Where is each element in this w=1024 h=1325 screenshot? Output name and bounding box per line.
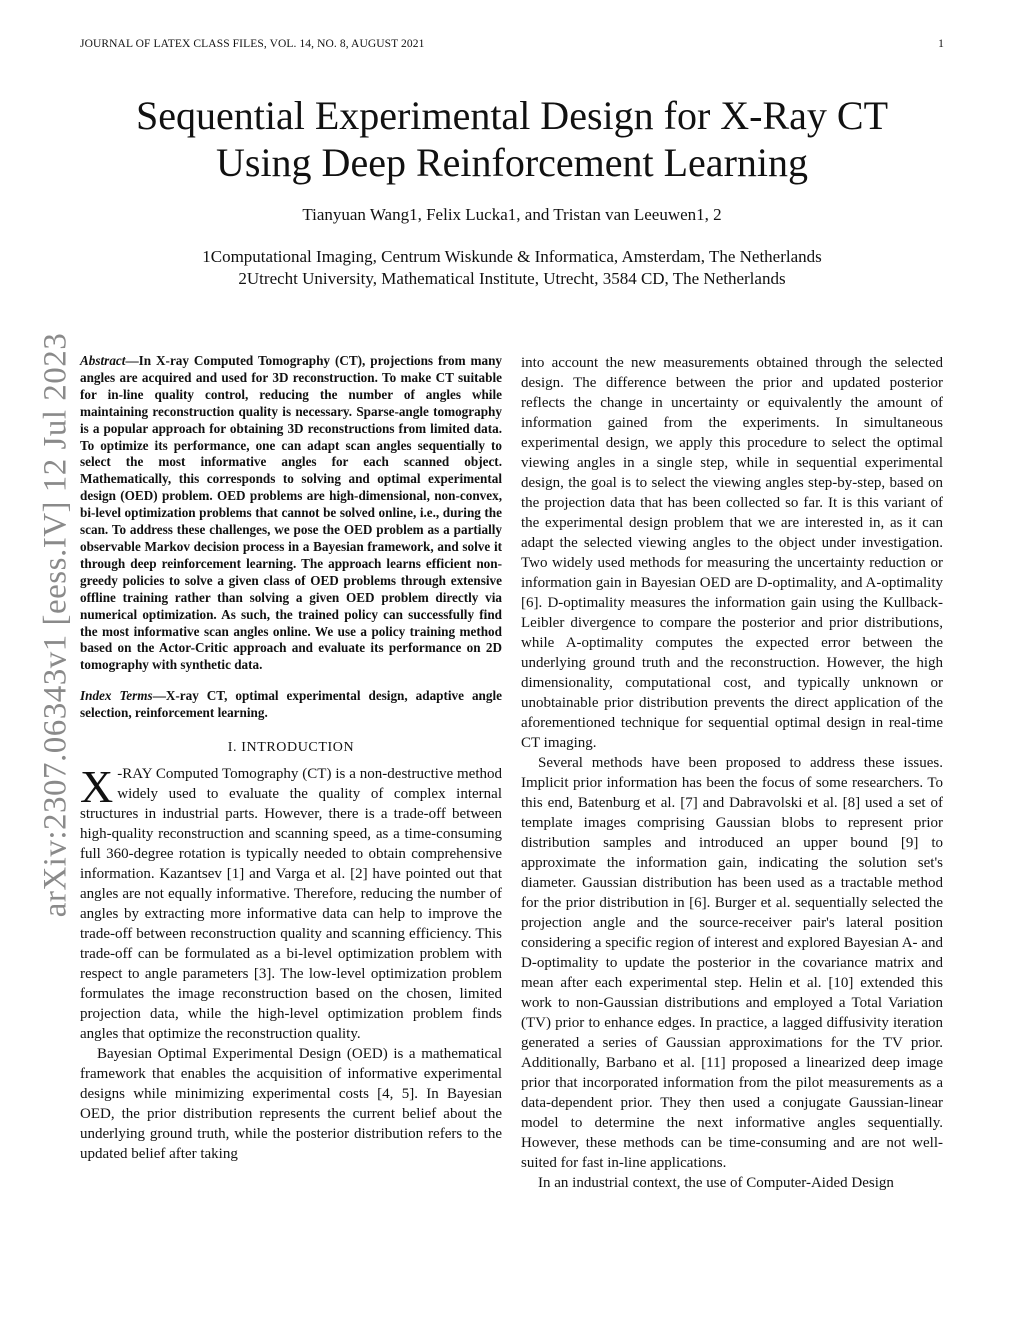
right-paragraph-2: Several methods have been proposed to address these issues. Implicit prior information has been the focus of some researchers. To this end, Batenburg et al. [7] and Dabravolski et al. [8] used a set of template images comprising Gaussian blobs to represent prior distribution samples and introduced an upper bound [9] to approximate the information gain, indicating the solution set's diameter. Gaussian distribution has been used as a tractable method for the prior distribution in [6]. Burger et al. sequentially selected the projection angle and the source-receiver pair's lateral position considering a specific region of interest and explored Bayesian A- and D-optimality to update the posterior in the covariance matrix and mean after each experimental step. Helin et al. [10] extended this work to non-Gaussian distributions and employed a Total Variation (TV) prior to enhance edges. In practice, a lagged diffusivity iteration generated a series of Gaussian approximations for the TV prior. Additionally, Barbano et al. [11] proposed a linearized deep image prior that incorporated information from the pilot measurements as a data-dependent prior. They then used a conjugate Gaussian-linear model to determine the next informative angles sequentially. However, these methods can be time-consuming and are not well-suited for fast in-line applications. bbox=[521, 755, 943, 1171]
intro-paragraph-2: Bayesian Optimal Experimental Design (OED) is a mathematical framework that enables the acquisition of informative experimental designs while minimizing experimental costs [4, 5]. In Bayesian OED, the prior distribution represents the current belief about the underlying ground truth, while the posterior distribution refers to the updated belief after taking bbox=[80, 1046, 502, 1163]
abstract bbox=[80, 353, 502, 674]
index-terms-text: —X-ray CT, optimal experimental design, adaptive angle selection, reinforcement learning. bbox=[80, 688, 502, 721]
right-paragraph-1: into account the new measurements obtained through the selected design. The difference between the prior and updated posterior reflects the change in uncertainty or equivalently the amount of information gained from the experiments. In simultaneous experimental design, we apply this procedure to select the optimal viewing angles in a single step, while in sequential experimental design, the goal is to select the viewing angles step-by-step, based on the projection data that has been collected so far. It is this variant of the experimental design problem that we are interested in, as it can adapt the selected viewing angles to the object under investigation. Two widely used methods for measuring the uncertainty reduction or information gain in Bayesian OED are D-optimality, and A-optimality [6]. D-optimality measures the information gain using the Kullback-Leibler divergence to compare the posterior and prior distributions, while A-optimality computes the expected error between the underlying ground truth and the reconstruction. However, the high dimensionality, computational cost, and typically unknown or unobtainable prior distribution prevents the direct application of the aforementioned technique for sequential optimal design in real-time CT imaging. bbox=[521, 355, 943, 751]
abstract-lead: Abstract bbox=[80, 353, 126, 368]
section-heading-introduction: I. INTRODUCTION bbox=[227, 740, 355, 756]
index-terms bbox=[80, 688, 502, 722]
running-head: JOURNAL OF LATEX CLASS FILES, VOL. 14, NO. 8, AUGUST 2021 bbox=[80, 38, 425, 50]
intro-paragraph-1 bbox=[80, 761, 502, 1044]
title-line-2: Using Deep Reinforcement Learning bbox=[215, 140, 808, 185]
author-list: Tianyuan Wang1, Felix Lucka1, and Tristan van Leeuwen1, 2 bbox=[302, 205, 722, 224]
abstract-text: —In X-ray Computed Tomography (CT), projections from many angles are acquired and used for 3D reconstruction. To make CT suitable for in-line quality control, reducing the number of angles while maintaining reconstruction quality is necessary. Sparse-angle tomography is a popular approach for obtaining 3D reconstructions from limited data. To optimize its performance, one can adapt scan angles sequentially to select the most informative angles for each scanned object. Mathematically, this corresponds to solving and optimal experimental design (OED) problem. OED problems are high-dimensional, non-convex, bi-level optimization problems that cannot be solved online, i.e., during the scan. To address these challenges, we pose the OED problem as a partially observable Markov decision process in a Bayesian framework, and solve it through deep reinforcement learning. The approach learns efficient non-greedy policies to solve a given class of OED problems through extensive offline training rather than solving a given OED problem directly via numerical optimization. As such, the trained policy can successfully find the most informative scan angles online. We use a policy training method based on the Actor-Critic approach and evaluate its performance on 2D tomography with synthetic data. bbox=[80, 353, 502, 673]
affiliation-1: 1Computational Imaging, Centrum Wiskunde & Informatica, Amsterdam, The Netherlands bbox=[202, 247, 822, 266]
title-line-1: Sequential Experimental Design for X-Ray CT bbox=[135, 93, 889, 138]
drop-cap: X bbox=[80, 761, 114, 813]
paper-title bbox=[60, 92, 964, 186]
right-paragraph-3: In an industrial context, the use of Computer-Aided Design bbox=[538, 1175, 894, 1191]
affiliation-2: 2Utrecht University, Mathematical Institute, Utrecht, 3584 CD, The Netherlands bbox=[238, 269, 786, 288]
running-header bbox=[80, 38, 944, 50]
affiliations bbox=[60, 246, 964, 290]
index-terms-lead: Index Terms bbox=[80, 688, 153, 704]
left-column bbox=[80, 353, 502, 1164]
page-number: 1 bbox=[938, 38, 944, 50]
right-column bbox=[521, 353, 943, 1193]
intro-paragraph-1-text: -RAY Computed Tomography (CT) is a non-destructive method widely used to evaluate the quality of complex internal structures in industrial parts. However, there is a trade-off between high-quality reconstruction and scanning speed, as a time-consuming full 360-degree rotation is typically needed to obtain comprehensive information. Kazantsev [1] and Varga et al. [2] have pointed out that angles are not equally informative. Therefore, reducing the number of angles by extracting more informative data can help to improve the trade-off between reconstruction quality and scanning efficiency. This trade-off can be formulated as a bi-level optimization problem with respect to angle parameters [3]. The low-level optimization problem formulates the image reconstruction based on the chosen, limited projection data, while the high-level optimization problem finds angles that optimize the reconstruction quality. bbox=[80, 766, 502, 1043]
arxiv-stamp: arXiv:2307.06343v1 [eess.IV] 12 Jul 2023 bbox=[37, 332, 74, 918]
